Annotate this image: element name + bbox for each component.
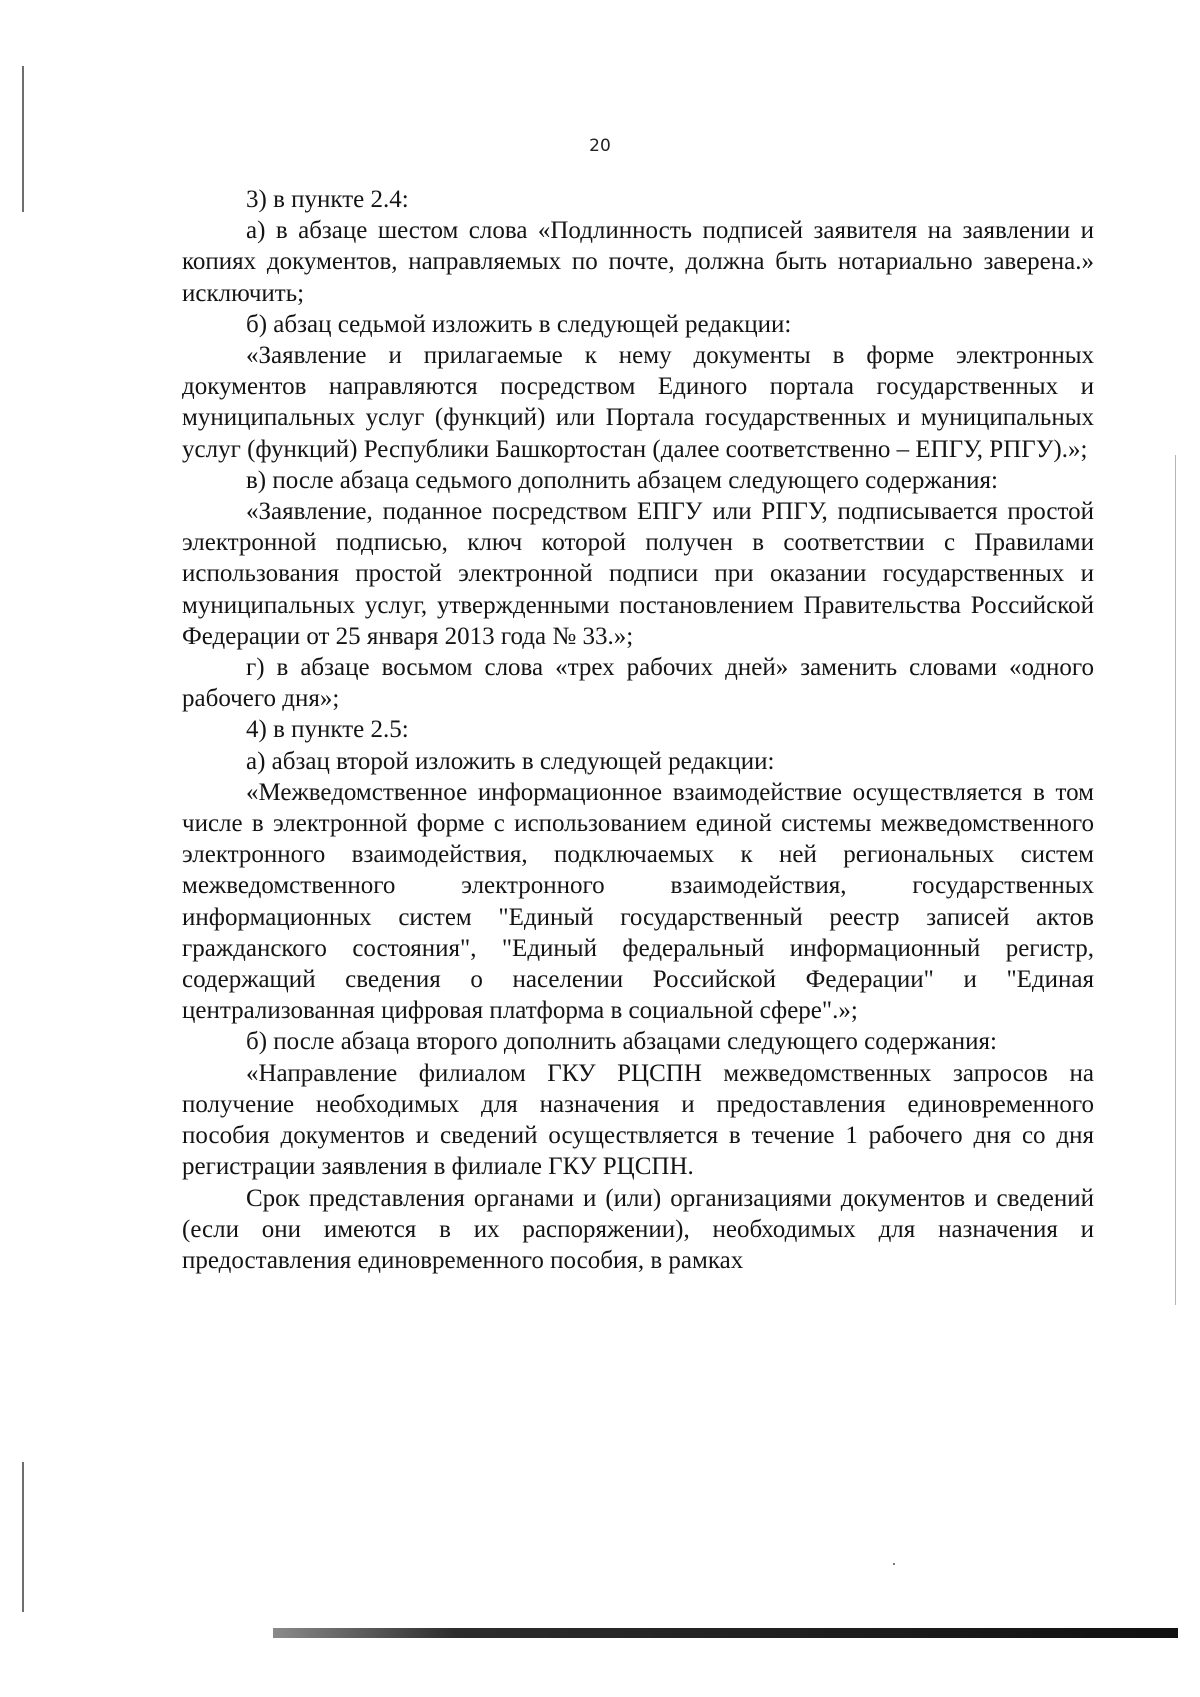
paragraph-4b-quote: «Направление филиалом ГКУ РЦСПН межведомственных запросов на получение необходимых для назначения и предоставления единовременного пособия документов и сведений осуществляется в течение 1 рабочего дня со дня регистрации заявления в филиале ГКУ РЦСПН.	[182, 1059, 1094, 1181]
bottom-rule	[273, 1628, 1178, 1638]
paragraph-3v: в) после абзаца седьмого дополнить абзацем следующего содержания:	[246, 466, 998, 494]
scan-edge-left-lower	[22, 1462, 24, 1612]
scan-edge-right	[1175, 455, 1176, 1305]
paragraph-4a-quote: «Межведомственное информационное взаимодействие осуществляется в том числе в электронной форме с использованием единой системы межведомственного электронного взаимодействия, подключаемых к ней региональных систем межведомственного электронного взаимодействия, государственных информационных систем "Единый государственный реестр записей актов гражданского состояния", "Единый федеральный информационный регистр, содержащий сведения о населении Российской Федерации" и "Единая централизованная цифровая платформа в социальной сфере".»;	[182, 778, 1094, 1025]
paragraph-4b: б) после абзаца второго дополнить абзацами следующего содержания:	[246, 1028, 997, 1056]
paragraph-point-4: 4) в пункте 2.5:	[246, 716, 409, 744]
paragraph-3a: а) в абзаце шестом слова «Подлинность подписей заявителя на заявлении и копиях документов, направляемых по почте, должна быть нотариально заверена.» исключить;	[182, 217, 1094, 307]
paragraph-4a: а) абзац второй изложить в следующей редакции:	[246, 747, 775, 775]
paragraph-3g: г) в абзаце восьмом слова «трех рабочих дней» заменить словами «одного рабочего дня»;	[182, 654, 1094, 713]
paragraph-3v-quote: «Заявление, поданное посредством ЕПГУ или РПГУ, подписывается простой электронной подписью, ключ которой получен в соответствии с Правилами использования простой электронной подписи при оказании государственных и муниципальных услуг, утвержденными постановлением Правительства Российской Федерации от 25 января 2013 года № 33.»;	[182, 498, 1094, 650]
document-body	[182, 184, 1094, 1276]
paragraph-deadline: Срок представления органами и (или) организациями документов и сведений (если они имеются в их распоряжении), необходимых для назначения и предоставления единовременного пособия, в рамках	[182, 1184, 1094, 1274]
paragraph-3b-quote: «Заявление и прилагаемые к нему документы в форме электронных документов направляются посредством Единого портала государственных и муниципальных услуг (функций) или Портала государственных и муниципальных услуг (функций) Республики Башкортостан (далее соответственно – ЕПГУ, РПГУ).»;	[182, 342, 1094, 463]
paragraph-point-3: 3) в пункте 2.4:	[246, 186, 409, 213]
scan-speck	[893, 1563, 895, 1565]
paragraph-3b: б) абзац седьмой изложить в следующей редакции:	[246, 310, 792, 338]
page-number: 20	[589, 136, 611, 156]
